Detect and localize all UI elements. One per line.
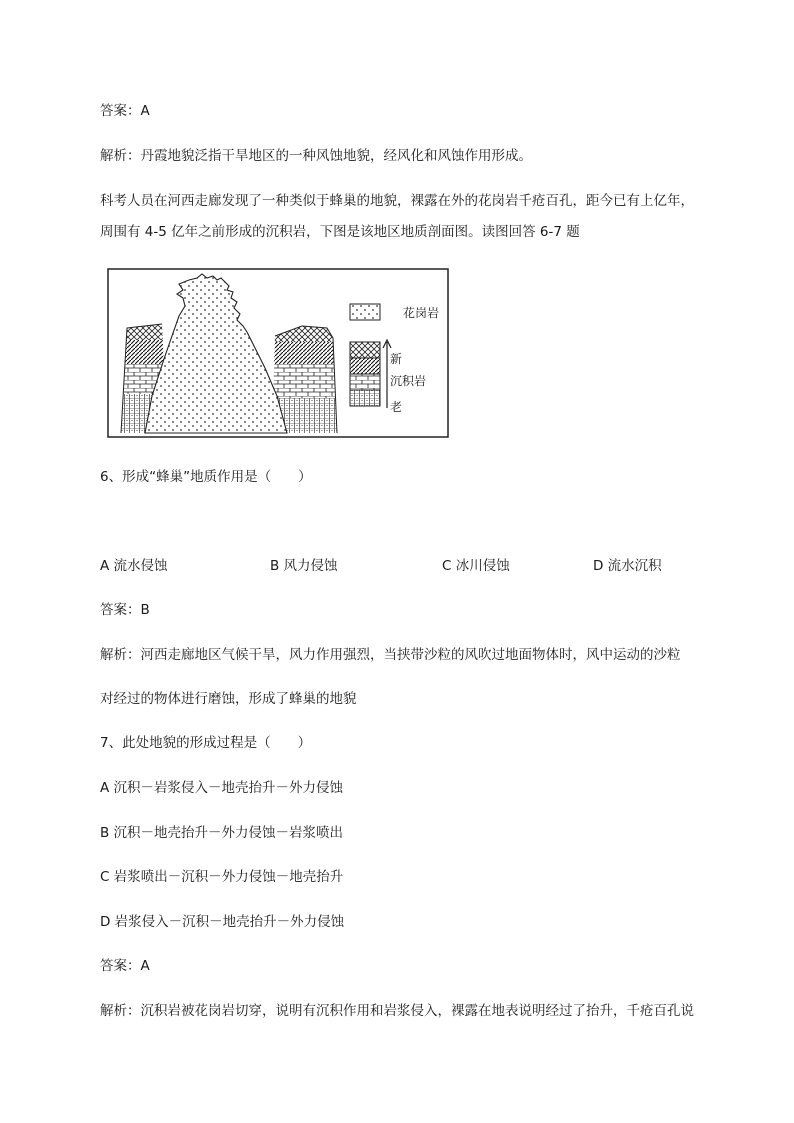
geologic-cross-section-figure [107, 268, 449, 438]
intro-line-2: 周围有 4-5 亿年之前形成的沉积岩，下图是该地区地质剖面图。读图回答 6-7 题 [100, 224, 580, 240]
q6-option-b: B 风力侵蚀 [270, 558, 338, 574]
q6-option-d: D 流水沉积 [593, 558, 662, 574]
q6-option-c: C 冰川侵蚀 [442, 558, 510, 574]
legend-sedimentary-column [350, 342, 380, 406]
legend-sedimentary-label: 沉积岩 [390, 374, 427, 388]
legend-granite-swatch [350, 304, 380, 320]
q7-option-d: D 岩浆侵入－沉积－地壳抬升－外力侵蚀 [100, 914, 345, 930]
q7-option-c: C 岩浆喷出－沉积－外力侵蚀－地壳抬升 [100, 869, 344, 885]
cross-section-diagram [107, 268, 449, 438]
q7-option-a: A 沉积－岩浆侵入－地壳抬升－外力侵蚀 [100, 780, 344, 796]
q7-stem: 7、此处地貌的形成过程是（ ） [100, 735, 312, 751]
answer-5: 答案：A [100, 103, 150, 119]
q7-analysis-line-1: 解析：沉积岩被花岗岩切穿，说明有沉积作用和岩浆侵入，裸露在地表说明经过了抬升，千疮百孔说 [100, 1003, 694, 1019]
analysis-5: 解析：丹霞地貌泛指干旱地区的一种风蚀地貌，经风化和风蚀作用形成。 [100, 148, 532, 164]
q7-option-b: B 沉积－地壳抬升－外力侵蚀－岩浆喷出 [100, 825, 344, 841]
q6-option-a: A 流水侵蚀 [100, 558, 168, 574]
q6-answer: 答案：B [100, 602, 150, 618]
q6-stem: 6、形成“蜂巢”地质作用是（ ） [100, 469, 312, 485]
q7-answer: 答案：A [100, 958, 150, 974]
legend-old-label: 老 [390, 400, 403, 414]
q6-analysis-line-1: 解析：河西走廊地区气候干旱，风力作用强烈，当挟带沙粒的风吹过地面物体时，风中运动的沙粒 [100, 647, 681, 663]
legend-granite-label: 花岗岩 [403, 306, 440, 320]
intro-line-1: 科考人员在河西走廊发现了一种类似于蜂巢的地貌，裸露在外的花岗岩千疮百孔，距今已有上亿年， [100, 193, 694, 209]
q6-analysis-line-2: 对经过的物体进行磨蚀，形成了蜂巢的地貌 [100, 691, 357, 707]
legend-new-label: 新 [390, 352, 403, 366]
